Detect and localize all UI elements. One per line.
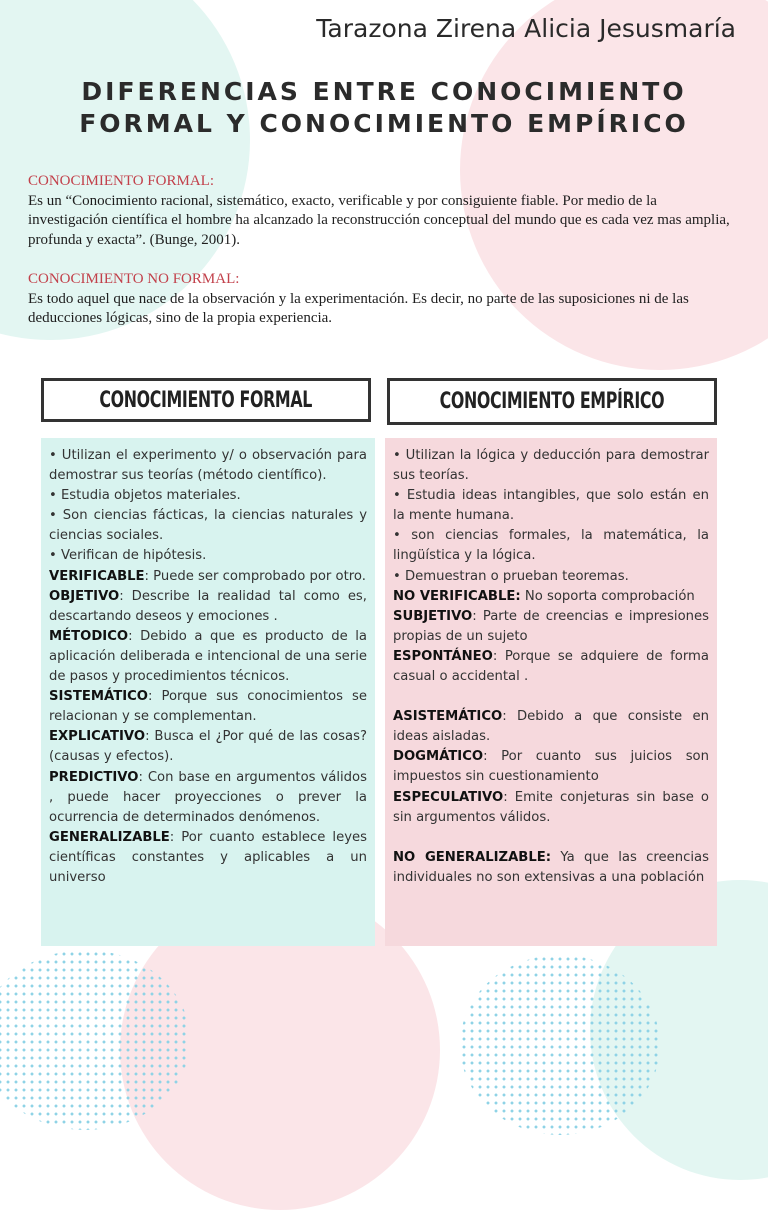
feature-item [49, 727, 367, 767]
dotted-pattern-right [460, 955, 660, 1135]
formal-column [41, 438, 375, 946]
feature-item [49, 627, 367, 687]
feature-item [49, 768, 367, 828]
feature-description: No soporta comprobación [520, 588, 695, 604]
feature-description: : Porque se adquiere de forma casual o accidental . [393, 648, 709, 685]
feature-item [49, 687, 367, 727]
feature-item [393, 707, 709, 747]
spacer [393, 687, 709, 707]
bullet-item: • son ciencias formales, la matemática, la lingüística y la lógica. [393, 528, 709, 564]
feature-term: ASISTEMÁTICO [393, 709, 503, 725]
feature-term: OBJETIVO [49, 588, 120, 604]
bullet-item: • Utilizan la lógica y deducción para demostrar sus teorías. [393, 448, 709, 484]
feature-term: EXPLICATIVO [49, 729, 146, 745]
feature-description: : Describe la realidad tal como es, descartando deseos y emociones . [49, 588, 367, 624]
feature-item [49, 567, 367, 587]
feature-term: ESPONTÁNEO [393, 648, 493, 664]
bullet-item: • Verifican de hipótesis. [49, 548, 207, 564]
page-title-line-2: FORMAL Y CONOCIMIENTO EMPÍRICO [79, 109, 689, 138]
empirico-heading-box [387, 378, 717, 425]
feature-term: SISTEMÁTICO [49, 689, 149, 705]
feature-term: DOGMÁTICO [393, 749, 484, 765]
feature-term: NO VERIFICABLE: [393, 588, 521, 604]
feature-term: GENERALIZABLE [49, 829, 170, 845]
feature-item [49, 587, 367, 627]
feature-term: SUBJETIVO [393, 608, 473, 624]
feature-description: : Busca el ¿Por qué de las cosas? (causas y efectos). [49, 729, 367, 765]
feature-item [393, 848, 709, 888]
empirico-column [385, 438, 717, 946]
nonformal-definition-text: Es todo aquel que nace de la observación y la experimentación. Es decir, no parte de las suposiciones ni de las deducciones lógicas, sino de la propia experiencia. [28, 290, 689, 326]
definitions-section [28, 172, 740, 329]
feature-item [393, 587, 709, 607]
feature-description: : Parte de creencias e impresiones propias de un sujeto [393, 608, 709, 644]
feature-item [49, 828, 367, 888]
page-title-line-1: DIFERENCIAS ENTRE CONOCIMIENTO [81, 77, 687, 106]
feature-description: : Porque sus conocimientos se relacionan y se complementan. [49, 689, 367, 725]
feature-item [393, 647, 709, 687]
feature-description: : Puede ser comprobado por otro. [144, 568, 366, 584]
feature-term: ESPECULATIVO [393, 789, 504, 805]
formal-heading: CONOCIMIENTO FORMAL [99, 387, 313, 413]
feature-term: VERIFICABLE [49, 568, 145, 584]
feature-description: : Por cuanto sus juicios son impuestos sin cuestionamiento [393, 749, 709, 785]
bullet-item: • Son ciencias fácticas, la ciencias naturales y ciencias sociales. [49, 508, 367, 544]
feature-term: NO GENERALIZABLE: [393, 849, 552, 865]
feature-description: Ya que las creencias individuales no son extensivas a una población [393, 849, 709, 885]
bullet-item: • Demuestran o prueban teoremas. [393, 568, 629, 584]
bullet-item: • Estudia objetos materiales. [49, 488, 241, 504]
formal-definition-label: CONOCIMIENTO FORMAL: [28, 173, 214, 189]
feature-description: : Emite conjeturas sin base o sin argumentos válidos. [393, 789, 709, 825]
empirico-heading: CONOCIMIENTO EMPÍRICO [439, 389, 665, 414]
feature-item [393, 788, 709, 828]
feature-description: : Por cuanto establece leyes científicas constantes y aplicables a un universo [49, 829, 367, 885]
feature-description: : Debido a que consiste en ideas aisladas. [393, 709, 709, 745]
bullet-item: • Utilizan el experimento y/ o observación para demostrar sus teorías (método científico). [49, 448, 367, 484]
feature-item [393, 747, 709, 787]
feature-item [393, 607, 709, 647]
formal-definition-text: Es un “Conocimiento racional, sistemático, exacto, verificable y por consiguiente fiable. Por medio de la investigación científica el hombre ha alcanzado la reconstrucción conceptual del mundo que es cada vez mas amplia, profunda y exacta”. (Bunge, 2001). [28, 192, 730, 248]
spacer [393, 828, 709, 848]
formal-heading-box [41, 378, 371, 422]
author-name: Tarazona Zirena Alicia Jesusmaría [316, 14, 736, 43]
feature-description: : Debido a que es producto de la aplicación deliberada e intencional de una serie de pasos y procedimientos técnicos. [49, 628, 367, 685]
bullet-item: • Estudia ideas intangibles, que solo están en la mente humana. [393, 488, 709, 524]
feature-description: : Con base en argumentos válidos , puede hacer proyecciones o prever la ocurrencia de determinados denómenos. [49, 769, 367, 825]
feature-term: MÉTODICO [49, 628, 129, 644]
feature-term: PREDICTIVO [49, 769, 139, 785]
nonformal-definition-label: CONOCIMIENTO NO FORMAL: [28, 271, 240, 287]
